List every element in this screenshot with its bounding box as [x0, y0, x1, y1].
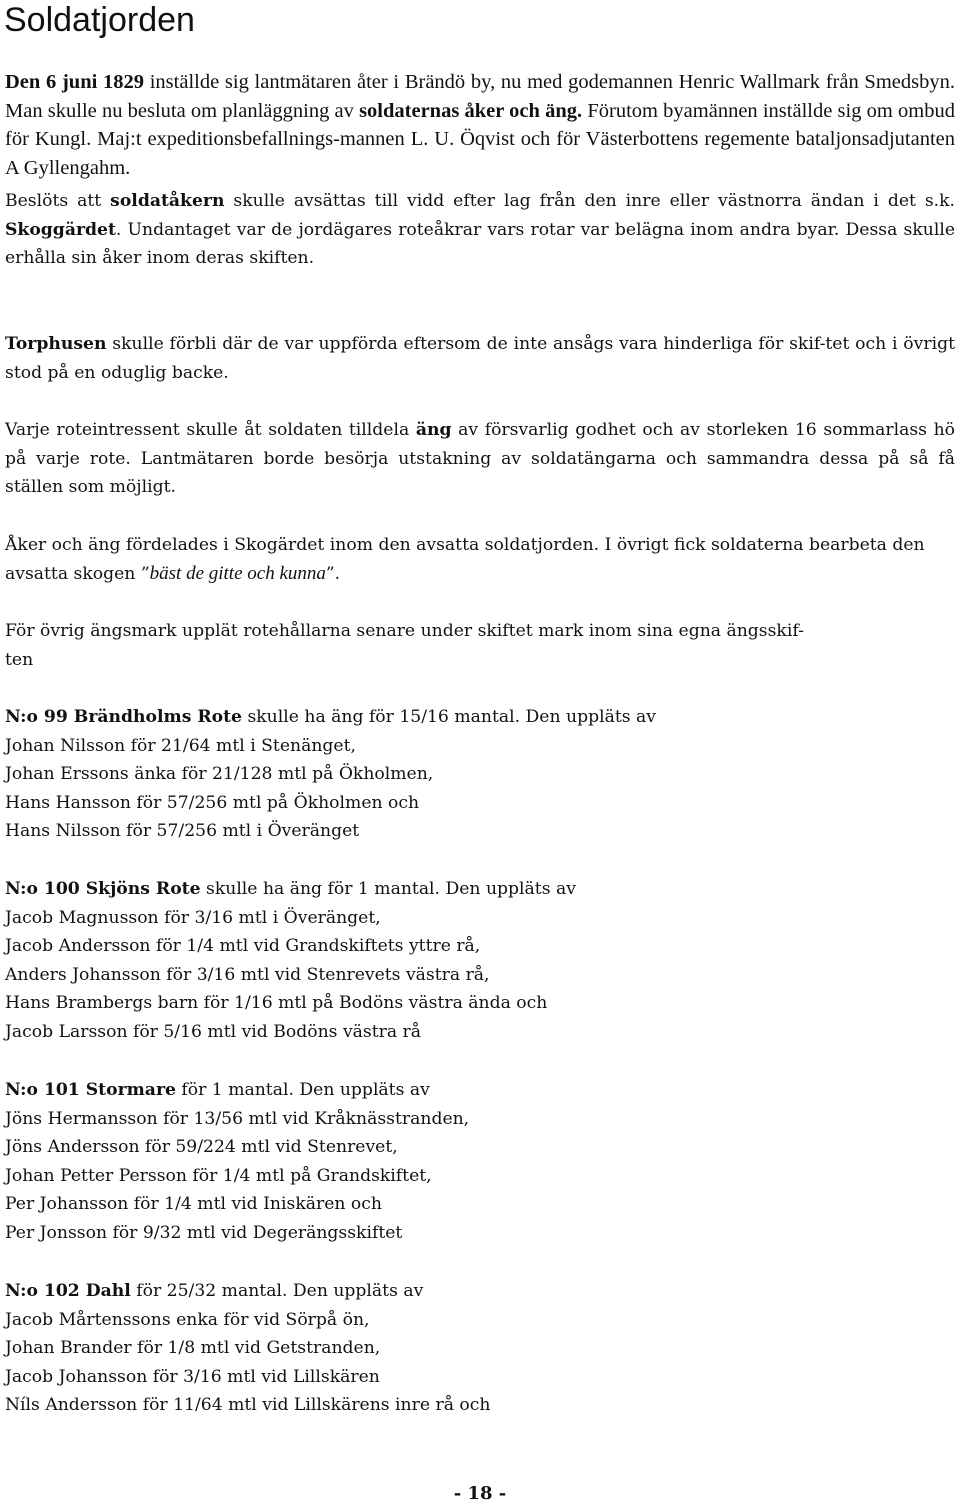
p6-line-1: För övrig ängsmark upplät rotehållarna senare under skiftet mark inom sina egna ängsskif-: [5, 621, 804, 641]
p6-line-2: ten: [5, 649, 34, 670]
p5-text-2: ”.: [325, 563, 341, 584]
allocation-line: Jöns Hermansson för 13/56 mtl vid Kråknässtranden,: [5, 1108, 470, 1129]
rote-name: N:o 100 Skjöns Rote: [5, 879, 201, 899]
allocation-line: Jöns Andersson för 59/224 mtl vid Stenrevet,: [5, 1137, 398, 1157]
rote-heading: [5, 875, 955, 904]
intro-bold-1: soldaternas åker och äng.: [359, 99, 583, 122]
rote-heading: [5, 703, 955, 732]
p4-bold-ang: äng: [415, 420, 452, 440]
rote-block-102: [5, 1277, 955, 1420]
p2-text-3: . Undantaget var de jordägares roteåkrar vars rotar var belägna inom andra byar. Dessa skulle erhålla sin åker inom deras skiften.: [5, 219, 955, 268]
allocation-line: Jacob Johansson för 3/16 mtl vid Lillskären: [5, 1366, 380, 1387]
rote-name: N:o 102 Dahl: [5, 1281, 131, 1301]
rote-heading-text: för 25/32 mantal. Den uppläts av: [130, 1281, 424, 1301]
paragraph-soldatakern: [5, 187, 955, 273]
allocation-line: Jacob Larsson för 5/16 mtl vid Bodöns västra rå: [5, 1021, 422, 1042]
allocation-line: Hans Brambergs barn för 1/16 mtl på Bodöns västra ända och: [5, 993, 548, 1013]
rote-block-101: [5, 1076, 955, 1247]
p4-text-1: Varje roteintressent skulle åt soldaten tilldela: [5, 420, 416, 440]
paragraph-ang: [5, 416, 955, 502]
p2-text-1: Beslöts att: [5, 191, 111, 211]
allocation-line: Hans Hansson för 57/256 mtl på Ökholmen och: [5, 792, 420, 813]
p2-bold-skoggardet: Skoggärdet: [5, 219, 116, 240]
p3-text-1: skulle förbli där de var uppförda eftersom de inte ansågs vara hinderliga för skif-tet och i övrigt stod på en oduglig backe.: [5, 334, 955, 383]
rote-block-99: [5, 703, 955, 846]
rote-heading-text: för 1 mantal. Den uppläts av: [175, 1080, 430, 1100]
p5-text-1: Åker och äng fördelades i Skogärdet inom den avsatta soldatjorden. I övrigt fick soldaterna bearbeta den avsatta skogen ”: [5, 535, 925, 584]
allocation-line: Jacob Mårtenssons enka för vid Sörpå ön,: [5, 1309, 370, 1330]
paragraph-angsmark: [5, 617, 955, 674]
p2-bold-soldatakern: soldatåkern: [110, 191, 225, 211]
rote-heading: [5, 1076, 955, 1105]
paragraph-torphusen: [5, 330, 955, 387]
intro-text-2: Förutom byamännen inställde sig om ombud för Kungl. Maj:t expeditionsbefallnings-mannen L. U. Öqvist och för Västerbottens regemente bataljonsadjutanten A Gyllengahm.: [5, 99, 955, 179]
rote-name: N:o 99 Brändholms Rote: [5, 707, 242, 727]
rote-heading: [5, 1277, 955, 1306]
allocation-line: Jacob Andersson för 1/4 mtl vid Grandskiftets yttre rå,: [5, 936, 481, 956]
intro-paragraph: [5, 68, 955, 182]
page-title: Soldatjorden: [4, 1, 195, 39]
allocation-line: Jacob Magnusson för 3/16 mtl i Överänget,: [5, 907, 381, 928]
page-number: - 18 -: [453, 1483, 507, 1504]
allocation-line: Hans Nilsson för 57/256 mtl i Överänget: [5, 821, 360, 841]
rote-heading-text: skulle ha äng för 15/16 mantal. Den uppläts av: [241, 707, 656, 727]
p3-bold-torphusen: Torphusen: [5, 334, 107, 354]
p2-text-2: skulle avsättas till vidd efter lag från den inre eller västnorra ändan i det s.k.: [224, 191, 956, 211]
allocation-line: Anders Johansson för 3/16 mtl vid Stenrevets västra rå,: [5, 964, 490, 985]
p4-text-2: av försvarlig godhet och av storleken 16 sommarlass hö på varje rote. Lantmätaren borde besörja utstakning av soldatängarna och sammandra dessa på så få ställen som möjligt.: [5, 420, 956, 497]
allocation-line: Johan Erssons änka för 21/128 mtl på Ökholmen,: [5, 764, 434, 784]
allocation-line: Per Johansson för 1/4 mtl vid Iniskären och: [5, 1194, 382, 1214]
rote-block-100: [5, 875, 955, 1046]
rote-name: N:o 101 Stormare: [5, 1080, 176, 1100]
allocation-line: Johan Petter Persson för 1/4 mtl på Grandskiftet,: [5, 1165, 432, 1186]
intro-text-1: inställde sig lantmätaren åter i Brändö by, nu med godemannen Henric Wallmark från Smedsbyn. Man skulle nu besluta om planläggning av: [5, 71, 955, 122]
intro-date: Den 6 juni 1829: [5, 71, 145, 93]
rote-heading-text: skulle ha äng för 1 mantal. Den uppläts av: [200, 879, 576, 899]
paragraph-aker-och-ang: [5, 531, 955, 588]
p5-italic-quote: bäst de gitte och kunna: [149, 562, 326, 584]
allocation-line: Johan Brander för 1/8 mtl vid Getstranden,: [5, 1338, 381, 1358]
allocation-line: Níls Andersson för 11/64 mtl vid Lillskärens inre rå och: [5, 1395, 491, 1415]
allocation-line: Per Jonsson för 9/32 mtl vid Degerängsskiftet: [5, 1222, 403, 1243]
allocation-line: Johan Nilsson för 21/64 mtl i Stenänget,: [5, 735, 356, 756]
